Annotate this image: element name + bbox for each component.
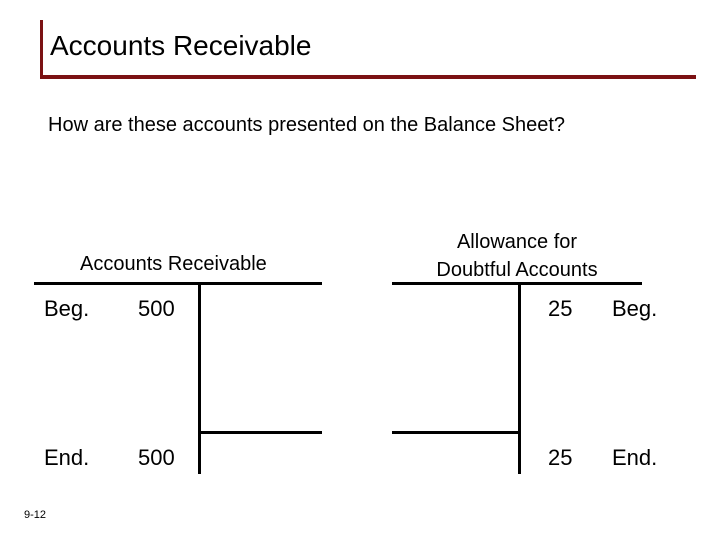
allowance-beg-value: 25: [548, 296, 573, 321]
t-account-ar-top-rule: [34, 282, 322, 285]
allowance-end-value: 25: [548, 445, 573, 470]
allowance-end-label: End.: [612, 445, 658, 470]
t-account-allowance-top-rule: [392, 282, 642, 285]
ar-end-value: 500: [138, 445, 175, 470]
allowance-title-line-2: Doubtful Accounts: [436, 259, 598, 281]
slide-subtitle: How are these accounts presented on the Balance Sheet?: [48, 114, 566, 136]
ar-end-label: End.: [44, 445, 90, 470]
t-account-allowance-title: [392, 228, 642, 284]
slide-title: Accounts Receivable: [50, 30, 312, 61]
title-underline: [40, 75, 696, 79]
title-left-rule: [40, 20, 43, 78]
t-account-allowance-balance-rule: [392, 431, 520, 434]
ar-beg-value: 500: [138, 296, 175, 321]
t-account-ar-balance-rule: [198, 431, 322, 434]
allowance-beg-label: Beg.: [612, 296, 658, 321]
ar-beg-label: Beg.: [44, 296, 90, 321]
t-account-allowance-vertical: [518, 282, 521, 474]
t-account-ar-title: Accounts Receivable: [80, 253, 267, 275]
page-number: 9-12: [24, 509, 47, 521]
allowance-title-line-1: Allowance for: [456, 231, 578, 253]
t-account-ar-vertical: [198, 282, 201, 474]
